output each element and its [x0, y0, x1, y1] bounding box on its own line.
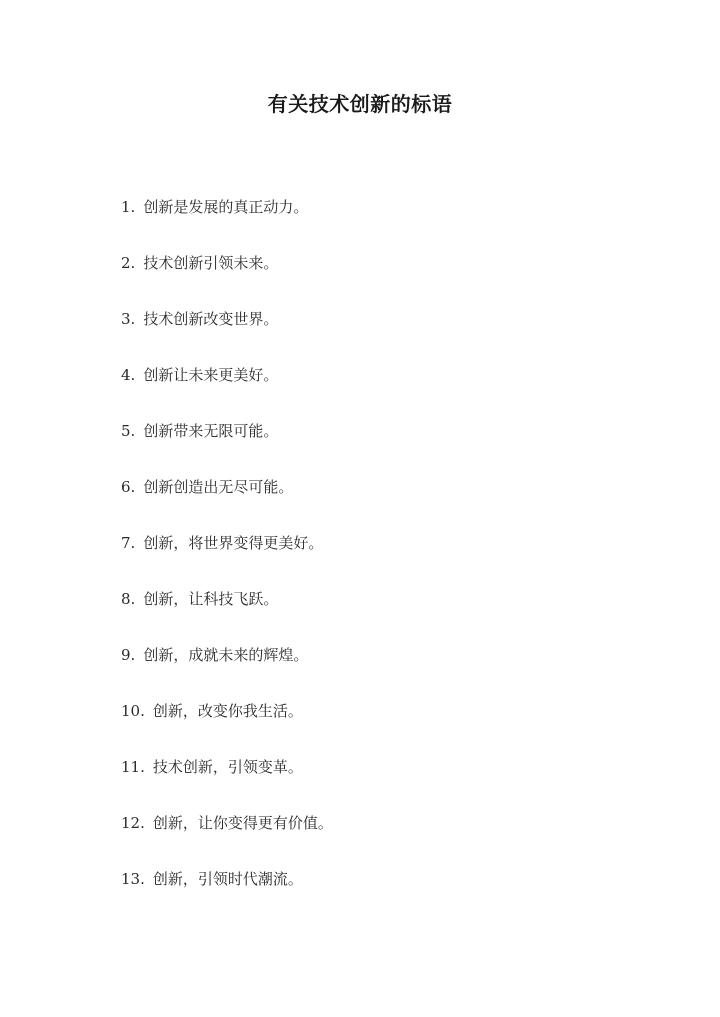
- item-text: 创新创造出无尽可能。: [143, 478, 294, 496]
- list-item: [121, 420, 333, 476]
- list-item: [121, 476, 333, 532]
- list-item: [121, 308, 333, 364]
- item-number: 9.: [121, 646, 136, 664]
- list-item: [121, 196, 333, 252]
- list-item: [121, 644, 333, 700]
- item-text: 创新带来无限可能。: [143, 422, 279, 440]
- list-item: [121, 700, 333, 756]
- slogan-list: [121, 196, 333, 924]
- list-item: [121, 364, 333, 420]
- item-number: 3.: [121, 310, 136, 328]
- list-item: [121, 532, 333, 588]
- item-text: 创新让未来更美好。: [143, 366, 279, 384]
- item-text: 创新，让你变得更有价值。: [152, 814, 333, 832]
- list-item: [121, 756, 333, 812]
- item-text: 创新，改变你我生活。: [152, 702, 303, 720]
- item-text: 创新，引领时代潮流。: [152, 870, 303, 888]
- list-item: [121, 868, 333, 924]
- item-number: 4.: [121, 366, 136, 384]
- list-item: [121, 588, 333, 644]
- item-number: 7.: [121, 534, 136, 552]
- item-number: 1.: [121, 198, 136, 216]
- item-text: 创新，成就未来的辉煌。: [143, 646, 309, 664]
- list-item: [121, 252, 333, 308]
- item-number: 12.: [121, 814, 145, 832]
- item-text: 创新，将世界变得更美好。: [143, 534, 324, 552]
- item-text: 技术创新引领未来。: [143, 254, 279, 272]
- item-number: 13.: [121, 870, 145, 888]
- item-text: 创新，让科技飞跃。: [143, 590, 279, 608]
- item-text: 创新是发展的真正动力。: [143, 198, 309, 216]
- item-number: 2.: [121, 254, 136, 272]
- list-item: [121, 812, 333, 868]
- item-number: 10.: [121, 702, 145, 720]
- item-number: 11.: [121, 758, 145, 776]
- item-number: 8.: [121, 590, 136, 608]
- item-number: 5.: [121, 422, 136, 440]
- item-text: 技术创新，引领变革。: [152, 758, 303, 776]
- page-title: 有关技术创新的标语: [267, 92, 453, 116]
- item-number: 6.: [121, 478, 136, 496]
- item-text: 技术创新改变世界。: [143, 310, 279, 328]
